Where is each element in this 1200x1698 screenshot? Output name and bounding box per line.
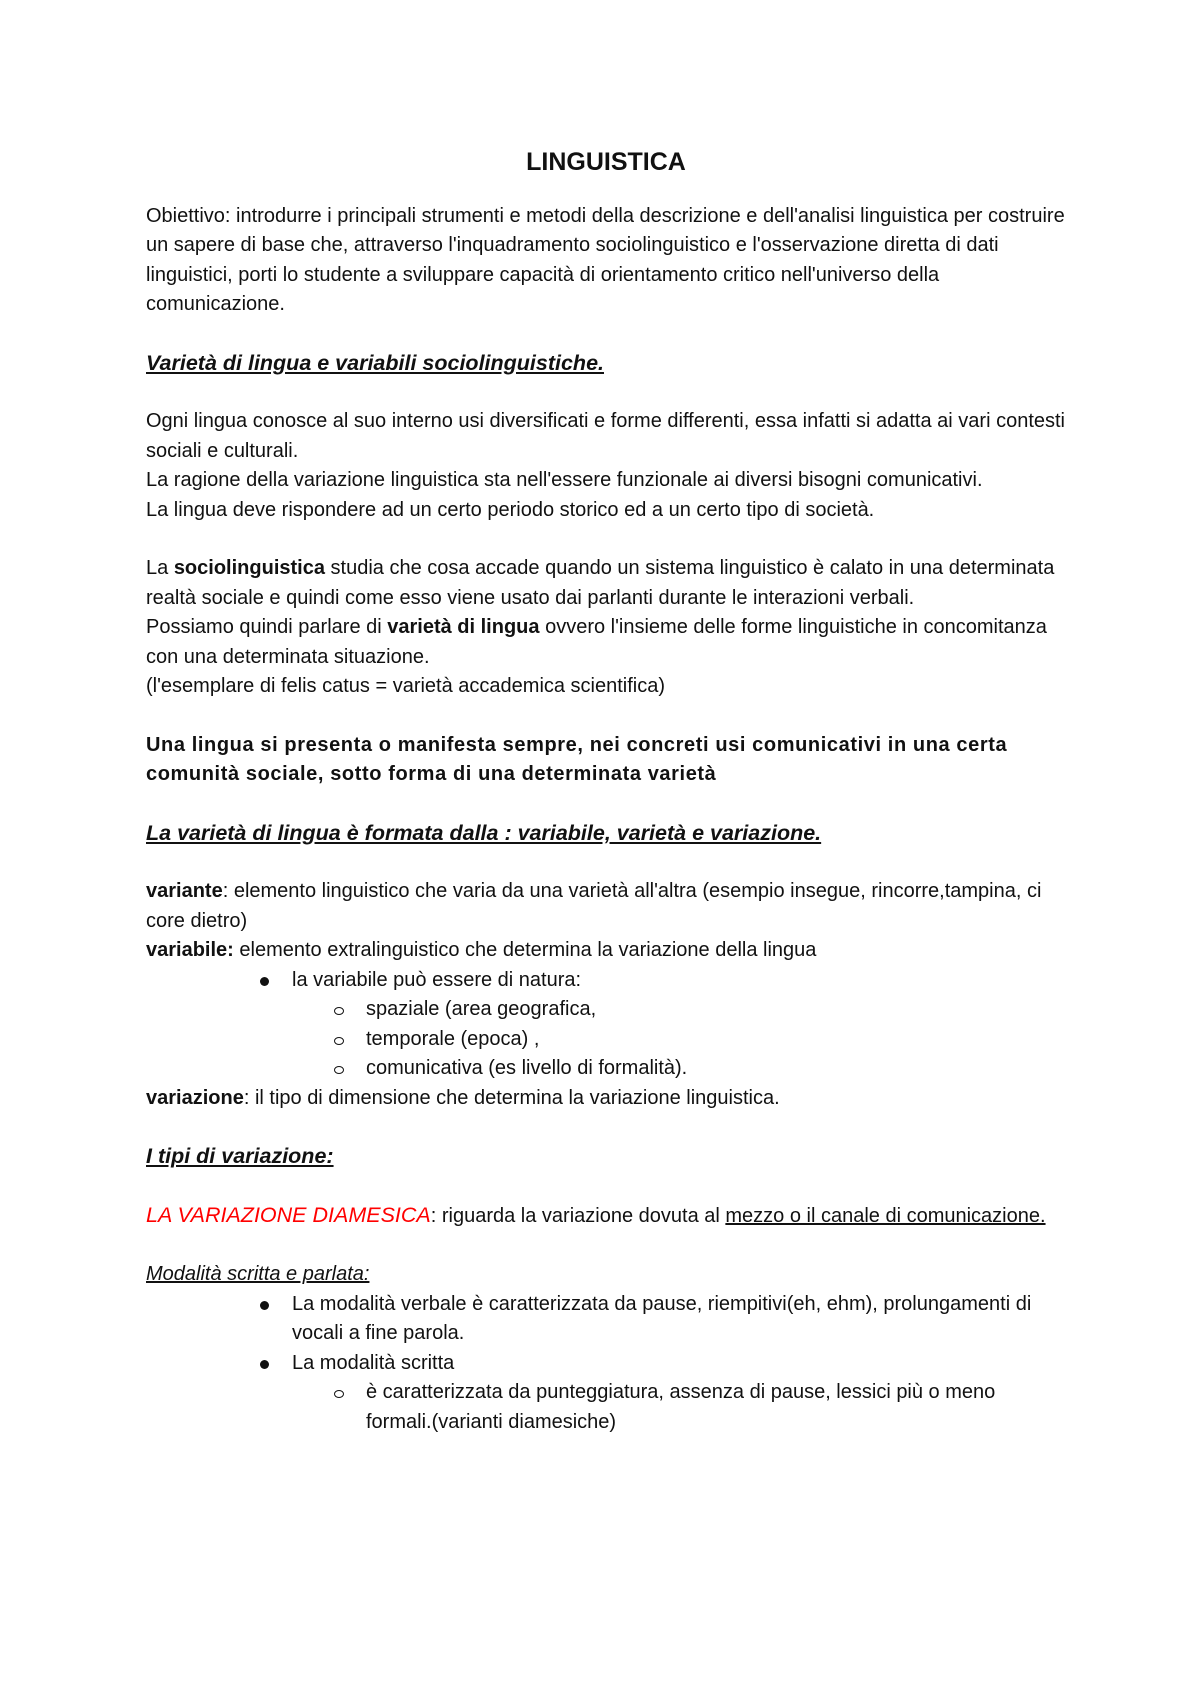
intro-paragraph: Obiettivo: introdurre i principali strumenti e metodi della descrizione e dell'analisi linguistica per costruire un sapere di base che, attraverso l'inquadramento sociolinguistico e l'osservazione diretta di dati linguistici, porti lo studente a sviluppare capacità di orientamento critico nell'universo della comunicazione. [146, 204, 1065, 315]
bullet-icon [260, 977, 269, 986]
document-page [146, 140, 1066, 1437]
circle-bullet-icon [334, 1037, 344, 1045]
subheading-modalita: Modalità scritta e parlata: [146, 1263, 370, 1285]
list-item: la variabile può essere di natura: [146, 966, 1066, 996]
bullet-icon [260, 1301, 269, 1310]
list-item: La modalità verbale è caratterizzata da pause, riempitivi(eh, ehm), prolungamenti di vocali a fine parola. [146, 1290, 1066, 1349]
label-variazione-diamesica: LA VARIAZIONE DIAMESICA [146, 1202, 431, 1227]
paragraph-usi-diversificati: Ogni lingua conosce al suo interno usi diversificati e forme differenti, essa infatti si adatta ai vari contesti sociali e culturali. [146, 410, 1065, 462]
bullet-icon [260, 1360, 269, 1369]
paragraph-felis-catus: (l'esemplare di felis catus = varietà accademica scientifica) [146, 675, 666, 697]
circle-bullet-icon [334, 1390, 344, 1398]
definition-variante: variante: elemento linguistico che varia da una varietà all'altra (esempio insegue, rincorre,tampina, ci core dietro) [146, 880, 1042, 932]
list-item: La modalità scritta [146, 1349, 1066, 1379]
section-heading-variabile-varieta-variazione: La varietà di lingua è formata dalla : variabile, varietà e variazione. [146, 820, 822, 845]
term-sociolinguistica: sociolinguistica [173, 557, 325, 579]
term-varieta-di-lingua: varietà di lingua [387, 616, 540, 638]
document-title: LINGUISTICA [526, 148, 686, 176]
section-heading-tipi-variazione: I tipi di variazione: [146, 1144, 334, 1168]
list-item: temporale (epoca) , [146, 1025, 1066, 1055]
definition-variazione: variazione: il tipo di dimensione che determina la variazione linguistica. [146, 1086, 780, 1109]
list-item: spaziale (area geografica, [146, 995, 1066, 1025]
paragraph-periodo-storico: La lingua deve rispondere ad un certo periodo storico ed a un certo tipo di società. [146, 498, 875, 521]
circle-bullet-icon [334, 1007, 344, 1015]
variabile-list [146, 966, 1066, 1084]
paragraph-varieta-di-lingua: Possiamo quindi parlare di varietà di lingua ovvero l'insieme delle forme linguistiche in concomitanza con una determinata situazione. [146, 616, 1047, 668]
circle-bullet-icon [334, 1066, 344, 1074]
modalita-list [146, 1290, 1066, 1438]
paragraph-ragione-variazione: La ragione della variazione linguistica sta nell'essere funzionale ai diversi bisogni comunicativi. [146, 469, 983, 491]
paragraph-sociolinguistica: La sociolinguistica studia che cosa accade quando un sistema linguistico è calato in una determinata realtà sociale e quindi come esso viene usato dai parlanti durante le interazioni verbali. [146, 557, 1055, 609]
paragraph-variazione-diamesica: LA VARIAZIONE DIAMESICA: riguarda la variazione dovuta al mezzo o il canale di comunicazione. [146, 1202, 1046, 1227]
list-item: comunicativa (es livello di formalità). [146, 1054, 1066, 1084]
section-heading-varieta: Varietà di lingua e variabili sociolinguistiche. [146, 350, 604, 375]
definition-variabile: variabile: elemento extralinguistico che determina la variazione della lingua [146, 939, 817, 961]
paragraph-definizione-bold: Una lingua si presenta o manifesta sempre, nei concreti usi comunicativi in una certa comunità sociale, sotto forma di una determinata varietà [146, 733, 1008, 785]
list-item: è caratterizzata da punteggiatura, assenza di pause, lessici più o meno formali.(varianti diamesiche) [146, 1378, 1066, 1437]
